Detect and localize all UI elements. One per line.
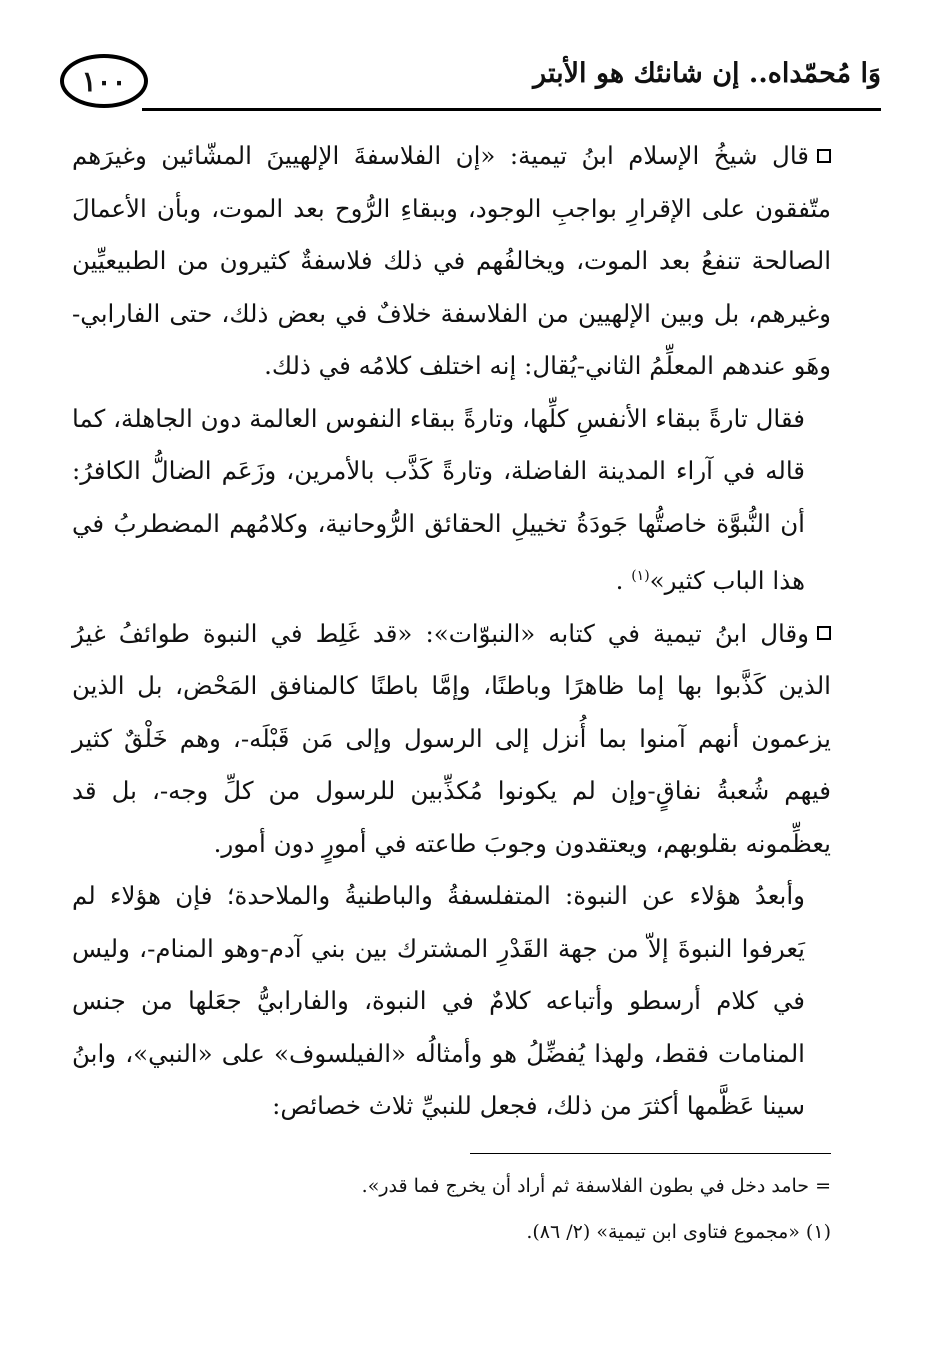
footnote-continuation: = حامد دخل في بطون الفلاسفة ثم أراد أن يخرج فما قدر».: [361, 1175, 831, 1197]
paragraph-3: [72, 608, 831, 871]
footnote-rule: [470, 1153, 831, 1154]
paragraph-2-end: .: [615, 566, 632, 596]
page-header: [60, 48, 881, 120]
square-bullet-icon: [817, 626, 831, 640]
body-text: [72, 130, 831, 1133]
running-title: وَا مُحمّداه.. إن شانئك هو الأبتر: [533, 58, 881, 89]
paragraph-2: [72, 393, 831, 608]
paragraph-4-text: وأبعدُ هؤلاء عن النبوة: المتفلسفةُ والباطنيةُ والملاحدة؛ فإن هؤلاء لم يَعرفوا النبوةَ إلاّ من جهة القَدْرِ المشترك بين بني آدم-وهو المنام-، وليس في كلام أرسطو وأتباعه كلامٌ في النبوة، والفارابيُّ جعَلها من جنس المنامات فقط، ولهذا يُفضِّلُ هو وأمثالُه «الفيلسوف» على «النبي»، وابنُ سينا عَظَّمها أكثرَ من ذلك، فجعل للنبيِّ ثلاث خصائص:: [72, 881, 805, 1121]
footnotes: [72, 1163, 831, 1255]
paragraph-1-text: قال شيخُ الإسلام ابنُ تيمية: «إن الفلاسفةَ الإلهيينَ المشّائين وغيرَهم متّفقون على الإقرارِ بواجبِ الوجود، وببقاءِ الرُّوح بعد الموت، وبأن الأعمالَ الصالحة تنفعُ بعد الموت، ويخالفُهم في ذلك فلاسفةٌ كثيرون من الطبيعيِّين وغيرهم، بل وبين الإلهيين من الفلاسفة خلافٌ في بعض ذلك، حتى الفارابي-وهَو عندهم المعلِّمُ الثاني-يُقال: إنه اختلف كلامُه في ذلك.: [72, 141, 831, 380]
paragraph-1: [72, 130, 831, 393]
paragraph-3-text: وقال ابنُ تيمية في كتابه «النبوّات»: «قد غَلِط في النبوة طوائفُ غيرُ الذين كَذَّبوا بها إما ظاهرًا وباطنًا، وإمَّا باطنًا كالمنافق المَحْض، بل الذين يزعمون أنهم آمنوا بما أُنزل إلى الرسول وإلى مَن قَبْلَه-، وهم خَلْقٌ كثير فيهم شُعبةُ نفاقٍ-وإن لم يكونوا مُكذِّبين للرسول من كلِّ وجه-، بل قد يعظِّمونه بقلوبهم، ويعتقدون وجوبَ طاعته في أمورٍ دون أمور.: [72, 618, 831, 858]
page-number: ١٠٠: [60, 54, 148, 108]
square-bullet-icon: [817, 149, 831, 163]
paragraph-2-text: فقال تارةً ببقاء الأنفسِ كلِّها، وتارةً ببقاء النفوس العالمة دون الجاهلة، كما قاله في آراء المدينة الفاضلة، وتارةً كَذَّب بالأمرين، وزَعَم الضالُّ الكافرُ: أن النُّبوَّة خاصتُّها جَودَةُ تخييلِ الحقائق الرُّوحانية، وكلامُهم المضطربُ في هذا الباب كثير»: [72, 403, 805, 596]
footnote-1: (١) «مجموع فتاوى ابن تيمية» (٢/ ٨٦).: [526, 1221, 831, 1243]
footnote-ref-1: (١): [631, 568, 650, 584]
header-rule: [142, 108, 881, 111]
paragraph-4: [72, 870, 831, 1133]
